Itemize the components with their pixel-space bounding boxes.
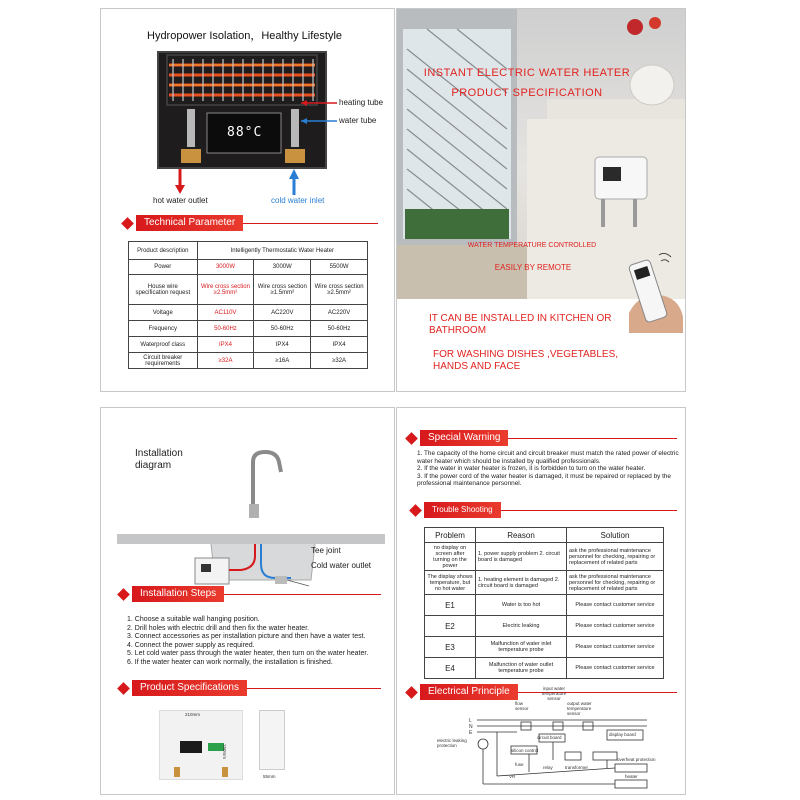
display-readout: 88°C	[227, 125, 263, 140]
table-row	[129, 242, 368, 260]
heading-diamond-icon	[117, 588, 130, 601]
special-warning-heading	[407, 430, 677, 446]
installation-steps-list	[127, 616, 387, 667]
table-cell: 3000W	[254, 260, 311, 275]
heading-rule	[501, 510, 677, 511]
overheat-label: overheat protection	[617, 757, 656, 762]
table-row	[425, 543, 664, 571]
heading-diamond-icon	[117, 682, 130, 695]
table-cell: 50-60Hz	[311, 321, 368, 337]
installation-steps-heading	[119, 586, 381, 602]
display-board-label: display board	[609, 732, 636, 737]
silicon-control-label: silicon control	[511, 748, 539, 753]
table-cell: E4	[425, 658, 476, 679]
list-item: 5. Let cold water pass through the water heater, then turn on the water heater.	[127, 650, 369, 657]
technical-parameter-heading	[123, 215, 378, 231]
side-view-image	[259, 710, 285, 770]
label-pointers	[301, 89, 341, 129]
list-item: 1. The capacity of the home circuit and circuit breaker must match the rated power of electric water heater which should be installed by qualified professionals.	[417, 450, 679, 465]
table-cell: Wire cross section ≥2.5mm²	[197, 275, 254, 305]
table-row	[425, 595, 664, 616]
table-cell: AC220V	[254, 305, 311, 321]
table-header: Reason	[476, 528, 567, 543]
transformer-label: transformer	[565, 765, 589, 770]
table-header: Solution	[567, 528, 664, 543]
special-warning-title: Special Warning	[420, 430, 508, 446]
trouble-shooting-table	[424, 527, 664, 679]
depth-dimension: 55mm	[263, 774, 276, 779]
table-cell: Wire cross section ≥2.5mm²	[311, 275, 368, 305]
heading-rule	[247, 688, 381, 689]
tee-joint-label: Tee joint	[311, 546, 341, 555]
water-tube-label: water tube	[339, 116, 377, 125]
table-cell: Product description	[129, 242, 198, 260]
table-cell: E2	[425, 616, 476, 637]
usage-text: FOR WASHING DISHES ,VEGETABLES, HANDS AND FACE	[433, 349, 619, 372]
trouble-shooting-title: Trouble Shooting	[424, 502, 501, 518]
front-view-image	[159, 710, 243, 780]
table-row	[129, 305, 368, 321]
product-specifications-title: Product Specifications	[132, 680, 247, 696]
table-cell: ≥16A	[254, 353, 311, 369]
list-item: 6. If the water heater can work normally, the installation is finished.	[127, 658, 333, 666]
list-item: 4. Connect the power supply as required.	[127, 641, 255, 649]
panel-warnings-troubleshooting	[396, 407, 686, 795]
table-cell: Circuit breaker requirements	[129, 353, 198, 369]
table-cell: no display on screen after turning on the power	[425, 543, 476, 571]
table-cell: ask the professional maintenance personnel for checking, repairing or replacement of related parts	[567, 571, 664, 595]
table-cell: 50-60Hz	[254, 321, 311, 337]
heading-diamond-icon	[409, 504, 422, 517]
cold-inlet-arrow	[289, 169, 299, 195]
table-cell: Please contact customer service	[567, 658, 664, 679]
table-cell: ask the professional maintenance personnel for checking, repairing or replacement of related parts	[567, 543, 664, 571]
hot-outlet-arrow	[175, 169, 185, 195]
front-view-fitting	[222, 767, 228, 777]
cold-inlet-label: cold water inlet	[271, 196, 325, 205]
flow-sensor-label: flow sensor	[515, 701, 529, 711]
heading-diamond-icon	[121, 217, 134, 230]
panel-heater-structure	[100, 8, 395, 392]
table-cell: IPX4	[311, 337, 368, 353]
width-dimension: 210mm	[185, 712, 201, 717]
table-row	[425, 571, 664, 595]
list-item: 3. If the power cord of the water heater is damaged, it must be repaired or replaced by the professional maintenance personnel.	[417, 472, 671, 488]
technical-parameter-title: Technical Parameter	[136, 215, 243, 231]
installation-diagram-title: Installation diagram	[135, 448, 183, 471]
table-cell: 50-60Hz	[197, 321, 254, 337]
table-row	[425, 528, 664, 543]
table-cell: ≥32A	[197, 353, 254, 369]
list-item: 2. If the water in water heater is frozen, it is forbidden to turn on the water heater.	[417, 465, 646, 473]
elp-label: electric leaking protection	[437, 738, 467, 748]
technical-parameter-table	[128, 241, 368, 369]
vr-label: VR	[509, 774, 516, 779]
trouble-shooting-heading	[411, 502, 677, 518]
input-sensor-label: input water temperature sensor	[541, 686, 567, 701]
spec-heading-2: PRODUCT SPECIFICATION	[451, 87, 603, 99]
table-cell: IPX4	[197, 337, 254, 353]
table-cell: E3	[425, 637, 476, 658]
remote-overlay-1: WATER TEMPERATURE CONTROLLED	[467, 242, 597, 249]
table-cell: Malfunction of water outlet temperature probe	[476, 658, 567, 679]
circuit-board-label: circuit board	[537, 735, 562, 740]
table-cell: 5500W	[311, 260, 368, 275]
cold-water-outlet-label: Cold water outlet	[311, 561, 372, 570]
warnings-list	[417, 450, 679, 488]
front-view-fitting	[174, 767, 180, 777]
table-row	[425, 616, 664, 637]
list-item: 3. Connect accessories as per installation picture and then have a water test.	[127, 633, 366, 640]
table-cell: AC110V	[197, 305, 254, 321]
panel-product-specification	[396, 8, 686, 392]
table-row	[129, 353, 368, 369]
product-specifications-heading	[119, 680, 381, 696]
table-row	[129, 337, 368, 353]
panel-installation	[100, 407, 395, 795]
heading-rule	[508, 438, 677, 439]
relay-label: relay	[543, 765, 553, 770]
schematic-e-label: E	[469, 730, 473, 736]
table-cell: Malfunction of water inlet temperature probe	[476, 637, 567, 658]
heater-label: heater	[625, 774, 638, 779]
install-location-text: IT CAN BE INSTALLED IN KITCHEN OR BATHROOM	[429, 313, 612, 336]
table-cell: Please contact customer service	[567, 616, 664, 637]
table-cell: Electric leaking	[476, 616, 567, 637]
table-cell: The display shows temperature, but no hot water	[425, 571, 476, 595]
remote-overlay-2: EASILY BY REMOTE	[494, 263, 572, 272]
table-row	[425, 658, 664, 679]
table-cell: Voltage	[129, 305, 198, 321]
table-cell: 1. heating element is damaged 2. circuit board is damaged	[476, 571, 567, 595]
table-row	[129, 275, 368, 305]
panel1-title: Hydropower Isolation，Healthy Lifestyle	[147, 30, 343, 42]
table-cell: Frequency	[129, 321, 198, 337]
installation-steps-title: Installation Steps	[132, 586, 224, 602]
table-cell: E1	[425, 595, 476, 616]
table-cell: Please contact customer service	[567, 595, 664, 616]
table-cell: Intelligently Thermostatic Water Heater	[197, 242, 367, 260]
output-sensor-label: output water temperature sensor	[567, 701, 592, 716]
front-view-display	[180, 741, 202, 753]
table-row	[129, 260, 368, 275]
heading-rule	[243, 223, 378, 224]
schematic-n-label: N	[469, 724, 473, 730]
table-cell: AC220V	[311, 305, 368, 321]
heating-tube-label: heating tube	[339, 98, 384, 107]
table-cell: House wire specification request	[129, 275, 198, 305]
table-cell: Waterproof class	[129, 337, 198, 353]
list-item: 1. Choose a suitable wall hanging position.	[127, 616, 260, 623]
table-header: Problem	[425, 528, 476, 543]
fuse-label: fuse	[515, 762, 524, 767]
heading-rule	[224, 594, 381, 595]
hot-outlet-label: hot water outlet	[153, 196, 208, 205]
table-cell: IPX4	[254, 337, 311, 353]
heading-diamond-icon	[405, 686, 418, 699]
table-cell: 3000W	[197, 260, 254, 275]
table-cell: Power	[129, 260, 198, 275]
list-item: 2. Drill holes with electric drill and then fix the water heater.	[127, 624, 310, 632]
table-cell: ≥32A	[311, 353, 368, 369]
table-row	[129, 321, 368, 337]
height-dimension: 150mm	[222, 744, 227, 760]
schematic-l-label: L	[469, 718, 472, 724]
heading-diamond-icon	[405, 432, 418, 445]
electrical-principle-title: Electrical Principle	[420, 684, 518, 700]
table-row	[425, 637, 664, 658]
table-cell: Water is too hot	[476, 595, 567, 616]
table-cell: Please contact customer service	[567, 637, 664, 658]
table-cell: Wire cross section ≥1.5mm²	[254, 275, 311, 305]
spec-heading-1: INSTANT ELECTRIC WATER HEATER	[423, 67, 631, 79]
table-cell: 1. power supply problem 2. circuit board is damaged	[476, 543, 567, 571]
